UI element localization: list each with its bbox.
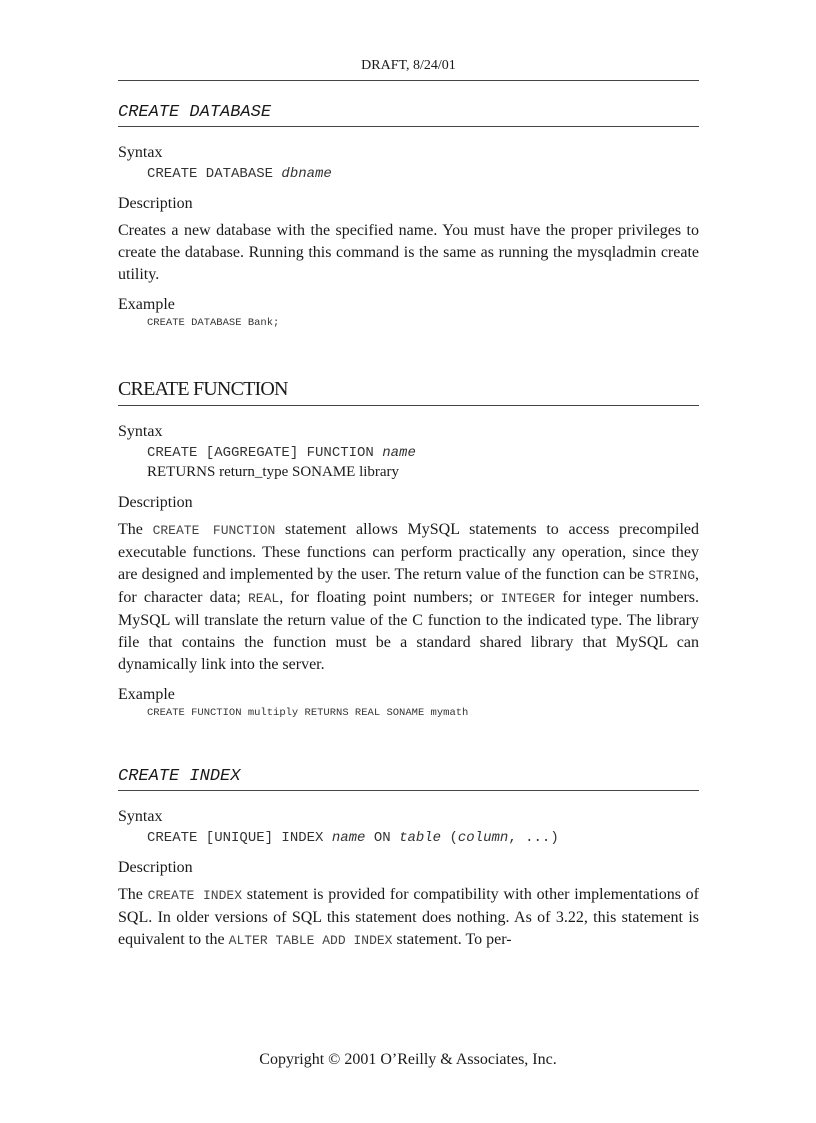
syntax-code-line2: RETURNS return_type SONAME library [147, 464, 400, 480]
description-text: The CREATE INDEX statement is provided for compatibility with other implementations of SQL. In older versions of SQL this statement does nothing. As of 3.22, this statement is equivalent to the ALTER TABLE ADD INDEX statement. To per- [118, 886, 700, 948]
example-code: CREATE FUNCTION multiply RETURNS REAL SONAME mymath [147, 707, 469, 719]
section-create-function [118, 378, 699, 719]
section-title: CREATE DATABASE [118, 103, 699, 127]
section-title: CREATE FUNCTION [118, 378, 699, 406]
section-create-database [118, 103, 699, 329]
syntax-code: CREATE DATABASE dbname [147, 166, 332, 182]
syntax-code: CREATE [AGGREGATE] FUNCTION name [147, 445, 416, 461]
description-label: Description [118, 195, 193, 212]
page-header: DRAFT, 8/24/01 [118, 58, 699, 81]
description-label: Description [118, 494, 193, 511]
description-text: Creates a new database with the specified name. You must have the proper privileges to create the database. Running this command is the same as running the mysqladmin create utility. [118, 222, 699, 283]
syntax-code: CREATE [UNIQUE] INDEX name ON table (column, ...) [147, 830, 559, 846]
section-create-index [118, 767, 699, 952]
syntax-label: Syntax [118, 423, 163, 440]
section-title: CREATE INDEX [118, 767, 699, 791]
syntax-label: Syntax [118, 144, 163, 161]
example-code: CREATE DATABASE Bank; [147, 317, 280, 329]
syntax-label: Syntax [118, 808, 163, 825]
example-label: Example [118, 296, 175, 313]
example-label: Example [118, 686, 175, 703]
description-label: Description [118, 859, 193, 876]
description-text: The CREATE FUNCTION statement allows MySQL statements to access precompiled executable functions. These functions can perform practically any operation, since they are designed and implemented by the user. The return value of the function can be STRING, for character data; REAL, for floating point numbers; or INTEGER for integer numbers. MySQL will translate the return value of the C function to the indicated type. The library file that contains the function must be a standard shared library that MySQL can dynamically link into the server. [118, 521, 699, 673]
page-footer: Copyright © 2001 O’Reilly & Associates, Inc. [259, 1051, 557, 1068]
